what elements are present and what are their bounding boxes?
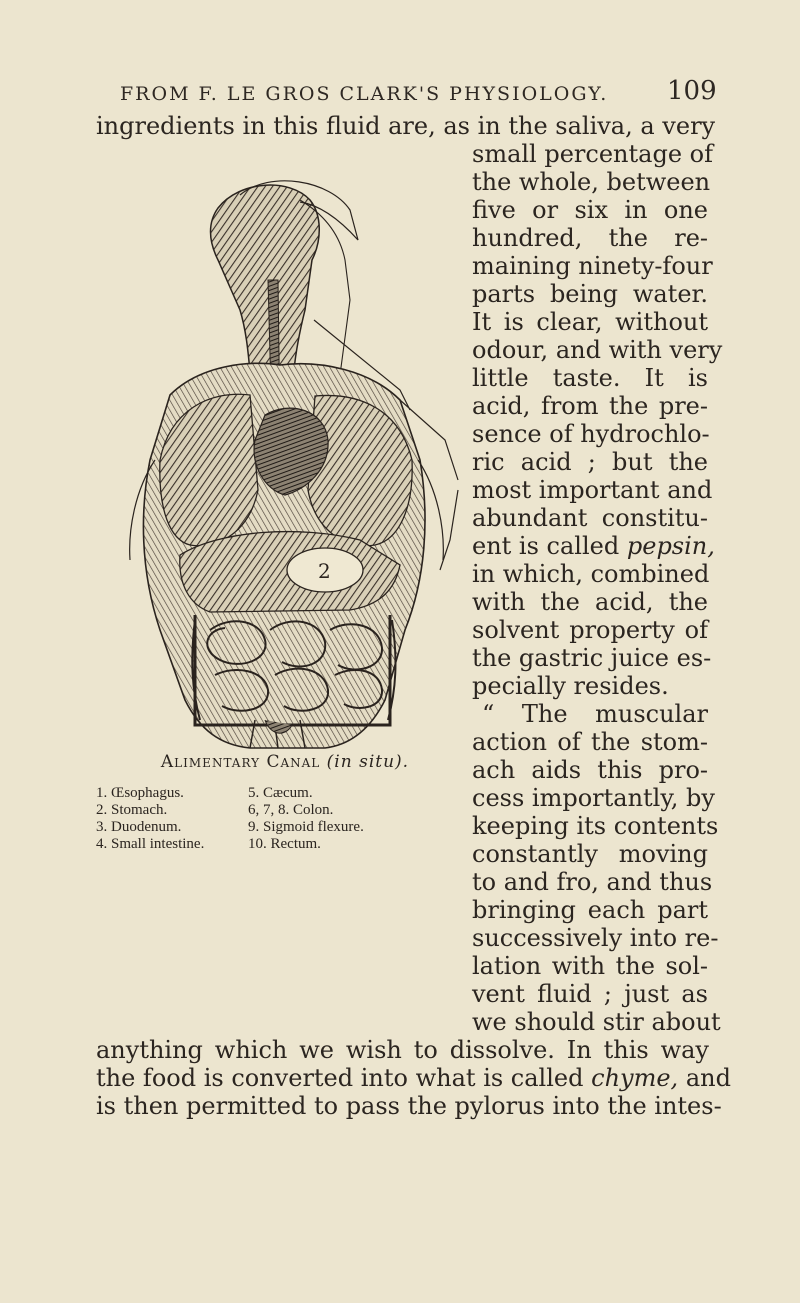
figure-caption-note: (in situ). (326, 752, 410, 772)
column-line: pecially resides. (472, 672, 669, 700)
figure-legend (96, 785, 472, 853)
term-pepsin: pepsin, (626, 532, 715, 560)
column-line: cess importantly, by (472, 784, 715, 812)
text-line-bottom-3: is then permitted to pass the pylorus into the intes- (96, 1092, 722, 1120)
column-line: ric acid ; but the (472, 448, 708, 476)
column-line: successively into re- (472, 924, 719, 952)
legend-item: 9. Sigmoid flexure. (248, 819, 364, 835)
column-line: five or six in one (472, 196, 708, 224)
alimentary-canal-illustration (100, 160, 470, 750)
text-line-top: ingredients in this fluid are, as in the saliva, a very (96, 112, 716, 140)
column-text: ent is called (472, 532, 620, 560)
legend-row (96, 819, 472, 836)
line-text: and (685, 1064, 731, 1092)
column-line: little taste. It is (472, 364, 708, 392)
column-line: hundred, the re- (472, 224, 708, 252)
legend-item: 2. Stomach. (96, 802, 168, 818)
column-line: ach aids this pro- (472, 756, 708, 784)
running-head: FROM F. LE GROS CLARK'S PHYSIOLOGY. (120, 83, 609, 105)
legend-item: 6, 7, 8. Colon. (248, 802, 334, 818)
legend-item: 1. Œsophagus. (96, 785, 184, 801)
column-line: bringing each part (472, 896, 708, 924)
legend-row (96, 802, 472, 819)
column-line: “ The muscular (482, 700, 708, 728)
page-number: 109 (667, 76, 717, 106)
text-line-bottom-2 (96, 1064, 731, 1092)
column-line: small percentage of (472, 140, 713, 168)
column-line: sence of hydrochlo- (472, 420, 710, 448)
legend-row (96, 785, 472, 802)
legend-item: 4. Small intestine. (96, 836, 205, 852)
column-line: It is clear, without (472, 308, 708, 336)
figure-caption-title: Alimentary Canal (160, 752, 321, 772)
column-line: lation with the sol- (472, 952, 708, 980)
column-line: we should stir about (472, 1008, 721, 1036)
column-line: acid, from the pre- (472, 392, 708, 420)
column-line: in which, combined (472, 560, 710, 588)
column-line: action of the stom- (472, 728, 708, 756)
column-line: solvent property of (472, 616, 708, 644)
column-line: most important and (472, 476, 713, 504)
svg-text:2: 2 (318, 559, 331, 583)
column-line: keeping its contents (472, 812, 719, 840)
column-line: the whole, between (472, 168, 711, 196)
column-line: maining ninety-four (472, 252, 713, 280)
column-line: odour, and with very (472, 336, 723, 364)
legend-item: 10. Rectum. (248, 836, 321, 852)
legend-item: 5. Cæcum. (248, 785, 313, 801)
legend-row (96, 836, 472, 853)
column-line: with the acid, the (472, 588, 708, 616)
column-line: vent fluid ; just as (472, 980, 708, 1008)
text-line-bottom-1: anything which we wish to dissolve. In this way (96, 1036, 709, 1064)
column-line: the gastric juice es- (472, 644, 712, 672)
figure-caption (100, 752, 470, 772)
column-line-pepsin (472, 532, 715, 560)
column-line: constantly moving (472, 840, 708, 868)
column-line: to and fro, and thus (472, 868, 713, 896)
column-line: abundant constitu- (472, 504, 708, 532)
legend-item: 3. Duodenum. (96, 819, 182, 835)
line-text: the food is converted into what is called (96, 1064, 584, 1092)
column-line: parts being water. (472, 280, 708, 308)
term-chyme: chyme, (591, 1064, 679, 1092)
